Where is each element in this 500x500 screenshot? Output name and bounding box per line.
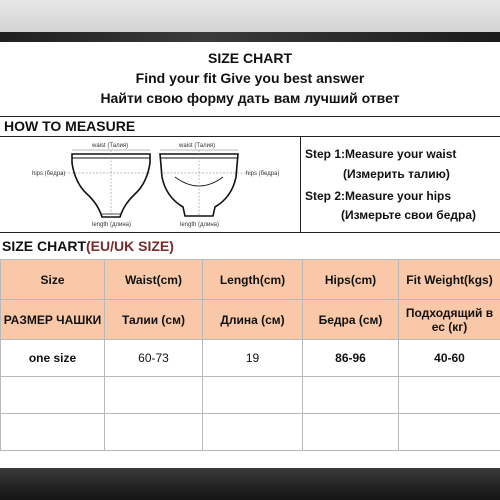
- table-cell: [1, 377, 105, 414]
- table-row-empty: [1, 414, 500, 451]
- size-chart-subtitle: (EU/UK SIZE): [86, 238, 174, 254]
- subtitle-ru: Найти свою форму дать вам лучший ответ: [100, 90, 400, 106]
- table-cell: 60-73: [105, 340, 203, 377]
- step2-ru: (Измерьте свои бедра): [341, 208, 477, 222]
- bottom-photo-strip: [0, 468, 500, 500]
- size-chart-heading: [2, 238, 174, 254]
- table-cell: [303, 414, 399, 451]
- back-waist-label: waist (Талия): [179, 143, 216, 149]
- table-header-row-en: [1, 260, 500, 300]
- table-header-cell: Length(cm): [203, 260, 303, 300]
- table-cell: 19: [203, 340, 303, 377]
- size-chart-title: SIZE CHART: [2, 238, 86, 254]
- table-header-cell: Длина (см): [203, 300, 303, 340]
- table-cell: [203, 414, 303, 451]
- measure-steps: [303, 137, 500, 232]
- page-title: SIZE CHART: [208, 50, 292, 66]
- table-cell: 40-60: [399, 340, 500, 377]
- table-cell: [105, 377, 203, 414]
- back-length-label: length (длина): [180, 222, 220, 228]
- table-header-cell: Бедра (см): [303, 300, 399, 340]
- subtitle-en: Find your fit Give you best answer: [135, 70, 365, 86]
- panties-front-icon: [61, 150, 150, 217]
- table-header-cell: РАЗМЕР ЧАШКИ: [1, 300, 105, 340]
- table-header-row-ru: [1, 300, 500, 340]
- back-hips-label: hips (бедра): [246, 171, 280, 177]
- top-photo-strip: [0, 0, 500, 42]
- header-block: [0, 42, 500, 117]
- table-header-cell: Талии (см): [105, 300, 203, 340]
- table-cell: [203, 377, 303, 414]
- measure-area: [0, 137, 500, 232]
- front-hips-label: hips (бедра): [32, 171, 66, 177]
- table-cell: [303, 377, 399, 414]
- table-cell: one size: [1, 340, 105, 377]
- size-chart-card: [0, 42, 500, 468]
- table-header-cell: Hips(cm): [303, 260, 399, 300]
- table-header-cell: Waist(cm): [105, 260, 203, 300]
- table-row: [1, 340, 500, 377]
- table-row-empty: [1, 377, 500, 414]
- table-cell: [399, 414, 500, 451]
- size-table: [0, 259, 500, 451]
- step1-en: Step 1:Measure your waist: [305, 147, 457, 161]
- how-to-measure-heading: [0, 116, 500, 137]
- table-header-cell: Size: [1, 260, 105, 300]
- panties-back-icon: [160, 150, 250, 216]
- table-header-cell: Fit Weight(kgs): [399, 260, 500, 300]
- table-header-cell: Подходящий в ес (кг): [399, 300, 500, 340]
- table-cell: 86-96: [303, 340, 399, 377]
- table-cell: [1, 414, 105, 451]
- measure-diagram: [0, 137, 301, 232]
- table-cell: [105, 414, 203, 451]
- table-cell: [399, 377, 500, 414]
- front-length-label: length (длина): [92, 222, 132, 228]
- step2-en: Step 2:Measure your hips: [305, 189, 452, 203]
- panties-diagram: [0, 137, 300, 232]
- how-to-measure-label: HOW TO MEASURE: [4, 118, 136, 134]
- step1-ru: (Измерить талию): [343, 167, 450, 181]
- measure-divider: [0, 232, 500, 233]
- front-waist-label: waist (Талия): [92, 143, 129, 149]
